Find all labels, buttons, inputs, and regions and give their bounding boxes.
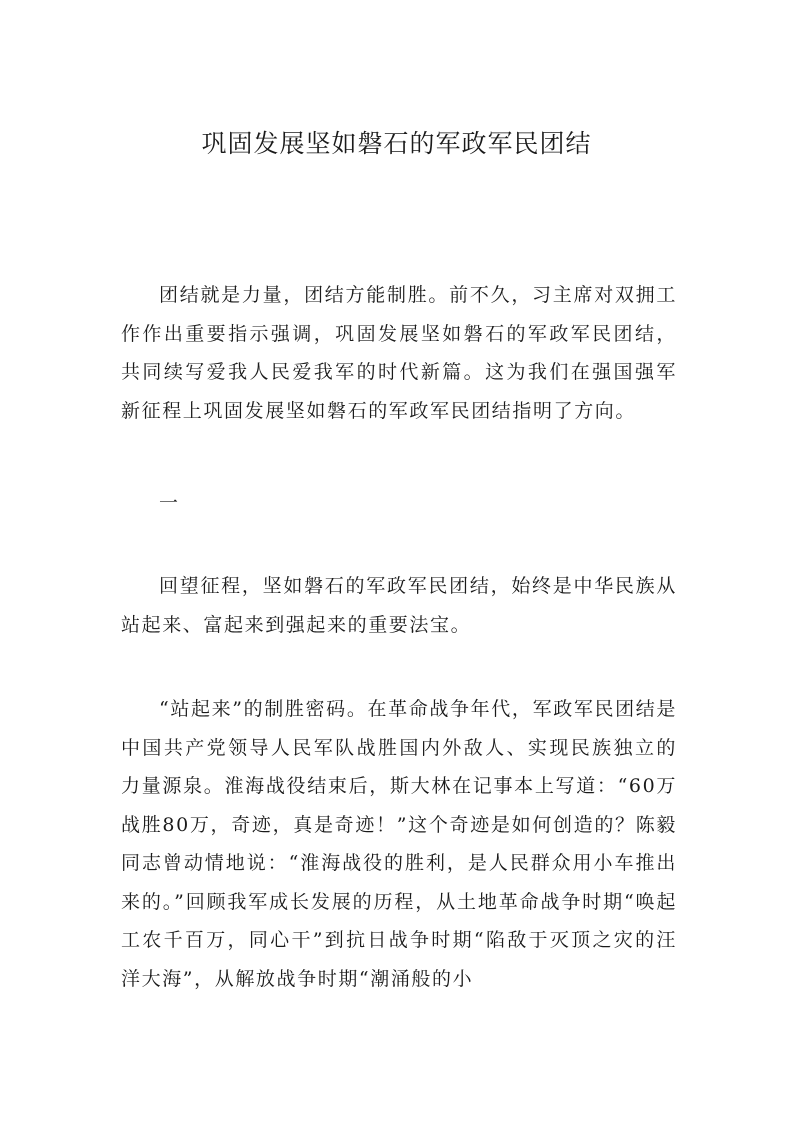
paragraph-intro: 团结就是力量，团结方能制胜。前不久，习主席对双拥工作作出重要指示强调，巩固发展坚如磐石的军政军民团结，共同续写爱我人民爱我军的时代新篇。这为我们在强国强军新征程上巩固发展坚如磐石的军政军民团结指明了方向。 (121, 284, 677, 422)
paragraph-review: 回望征程，坚如磐石的军政军民团结，始终是中华民族从站起来、富起来到强起来的重要法宝。 (121, 575, 677, 636)
document-title: 巩固发展坚如磐石的军政军民团结 (201, 129, 592, 158)
section-number: 一 (159, 492, 179, 514)
paragraph-stand-up: “站起来”的制胜密码。在革命战争年代，军政军民团结是中国共产党领导人民军队战胜国内外敌人、实现民族独立的力量源泉。淮海战役结束后，斯大林在记事本上写道：“60万战胜80万，奇迹，真是奇迹！”这个奇迹是如何创造的？陈毅同志曾动情地说：“淮海战役的胜利，是人民群众用小车推出来的。”回顾我军成长发展的历程，从土地革命战争时期“唤起工农千百万，同心干”到抗日战争时期“陷敌于灭顶之灾的汪洋大海”，从解放战争时期“潮涌般的小 (121, 698, 677, 990)
